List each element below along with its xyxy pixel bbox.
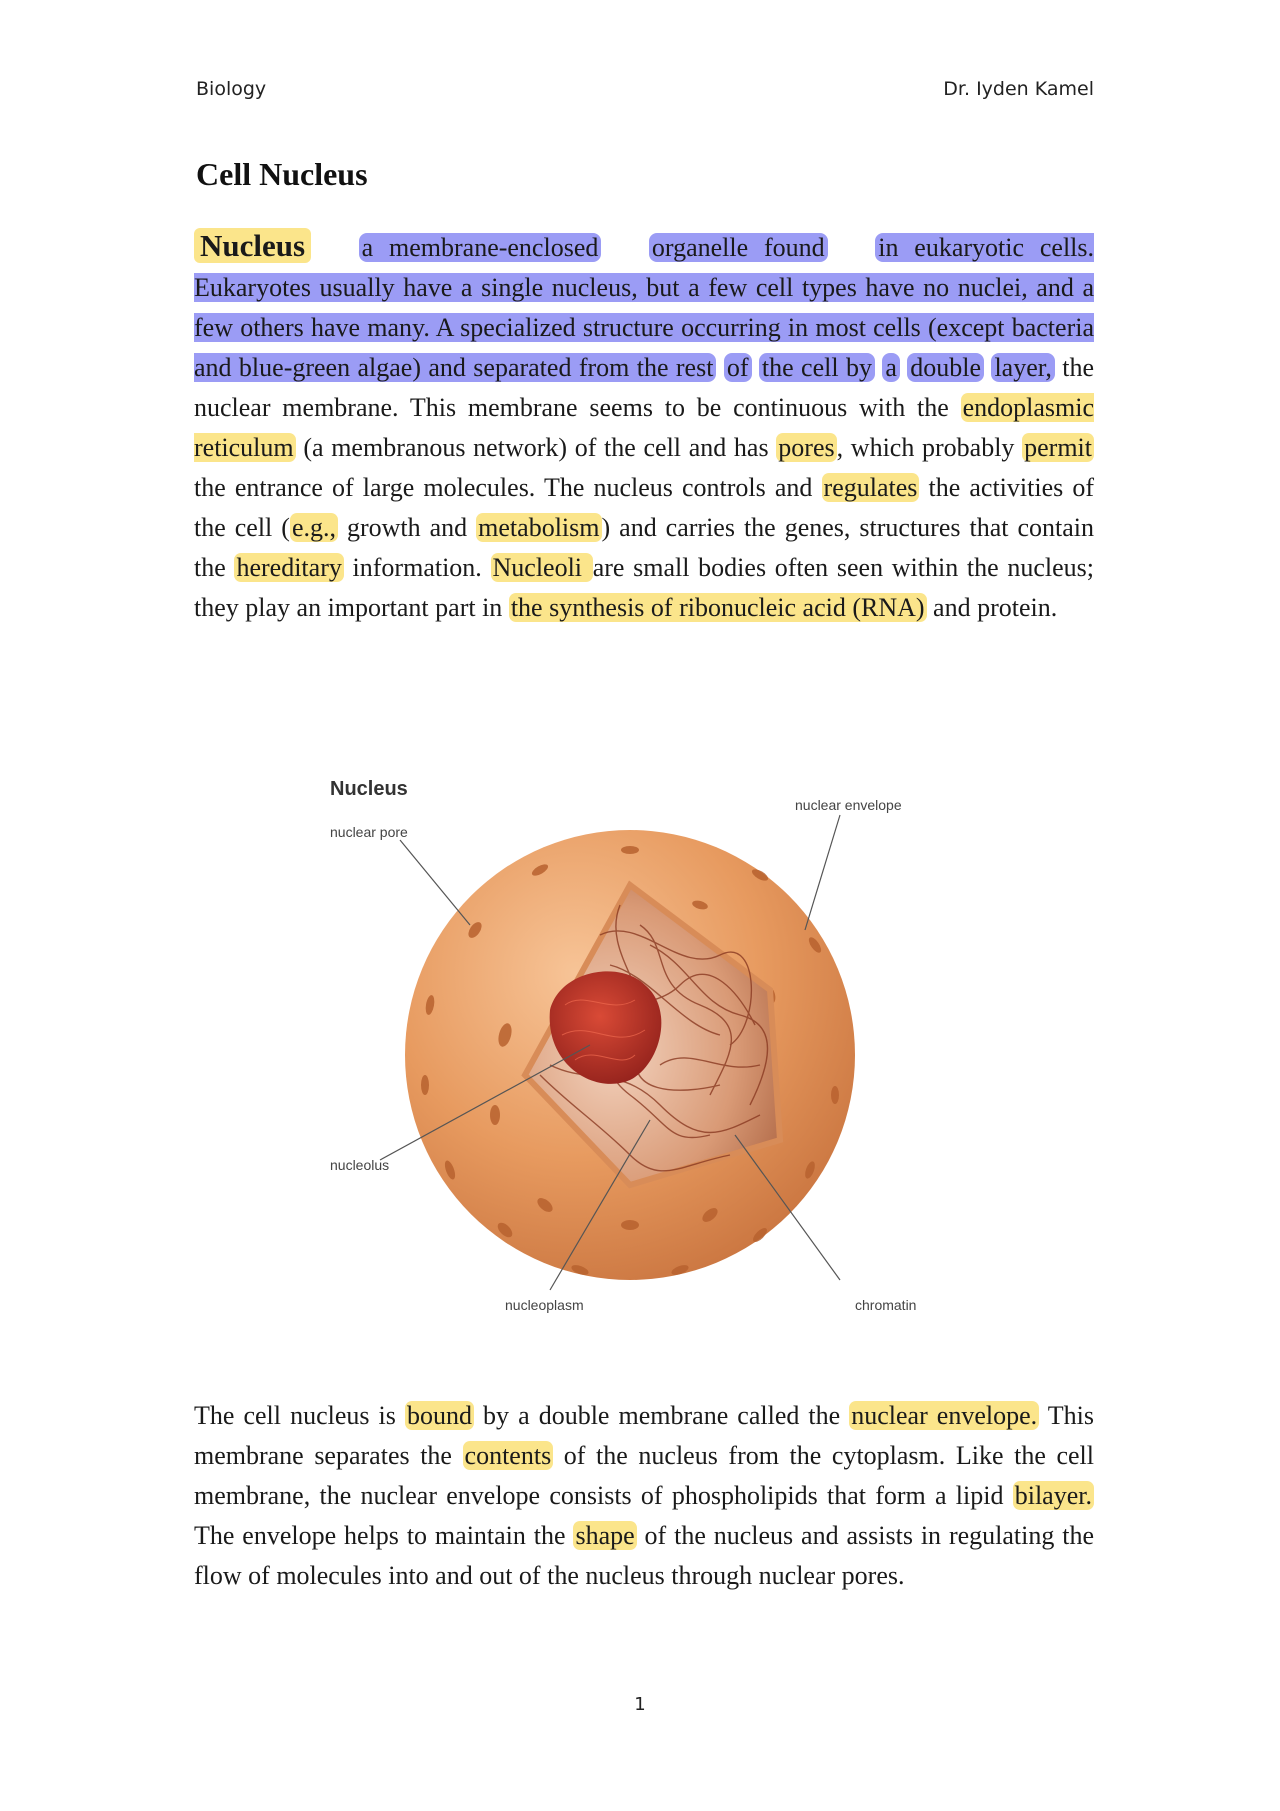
text: The cell nucleus is bbox=[194, 1401, 405, 1430]
label-chromatin: chromatin bbox=[855, 1297, 917, 1313]
highlight-yellow: Nucleoli bbox=[492, 553, 591, 582]
page-title: Cell Nucleus bbox=[196, 156, 368, 192]
figure-title: Nucleus bbox=[330, 778, 408, 800]
nucleus-diagram bbox=[300, 765, 960, 1325]
text: , which probably bbox=[836, 433, 1023, 462]
highlight-yellow: regulates bbox=[823, 473, 918, 502]
highlight-blue: the cell by bbox=[759, 353, 875, 382]
text: of the nucleus and assists in regulating the flow of molecules into and out of the nucleus through nuclear pores. bbox=[194, 1521, 1095, 1590]
highlight-yellow: pores bbox=[778, 433, 835, 462]
label-nucleoplasm: nucleoplasm bbox=[505, 1297, 584, 1313]
highlight-blue: of bbox=[724, 353, 752, 382]
text: by a double membrane called the bbox=[473, 1401, 850, 1430]
highlight-blue: layer, bbox=[991, 353, 1054, 382]
text: the entrance of large molecules. The nucleus controls and bbox=[194, 473, 822, 502]
highlight-blue: in eukaryotic cells. Eukaryotes usually have a single nucleus, but a few cell types have no nuclei, and a few others have many. A specialized structure occurring in most cells (except bacteria and blue-green algae) and separated from the rest bbox=[194, 233, 1095, 382]
page-header bbox=[196, 78, 1094, 106]
text: The envelope helps to maintain the bbox=[194, 1521, 574, 1550]
paragraph-intro bbox=[194, 226, 1094, 628]
highlight-yellow: contents bbox=[464, 1441, 552, 1470]
highlight-yellow: the synthesis of ribonucleic acid (RNA) bbox=[510, 593, 925, 622]
highlight-yellow: hereditary bbox=[236, 553, 342, 582]
highlight-blue: a membrane-enclosed bbox=[359, 233, 602, 262]
page-number: 1 bbox=[634, 1694, 646, 1715]
highlight-blue: organelle found bbox=[649, 233, 828, 262]
text: the nuclear membrane. This membrane seems to be continuous with the bbox=[194, 353, 1095, 422]
text: This membrane separates the bbox=[194, 1401, 1094, 1470]
leader-line-envelope bbox=[805, 815, 840, 930]
header-subject: Biology bbox=[196, 78, 267, 100]
text: the activities of the cell ( bbox=[194, 473, 1095, 542]
highlight-yellow: e.g., bbox=[291, 513, 336, 542]
highlight-yellow: bilayer. bbox=[1014, 1481, 1092, 1510]
highlight-blue: double bbox=[907, 353, 984, 382]
label-nucleolus: nucleolus bbox=[330, 1157, 390, 1173]
header-author: Dr. Iyden Kamel bbox=[943, 78, 1094, 100]
text: (a membranous network) of the cell and has bbox=[295, 433, 777, 462]
text: growth and bbox=[337, 513, 477, 542]
highlight-yellow: endoplasmic reticulum bbox=[194, 393, 1094, 462]
highlight-yellow: bound bbox=[406, 1401, 472, 1430]
highlight-yellow: metabolism bbox=[478, 513, 600, 542]
highlight-blue: a bbox=[882, 353, 900, 382]
text: and protein. bbox=[926, 593, 1058, 622]
text: are small bodies often seen within the nucleus; they play an important part in bbox=[194, 553, 1095, 622]
highlight-nucleus: Nucleus bbox=[194, 228, 311, 263]
label-nuclear-envelope: nuclear envelope bbox=[795, 797, 902, 813]
highlight-yellow: shape bbox=[575, 1521, 635, 1550]
label-nuclear-pore: nuclear pore bbox=[330, 824, 408, 840]
text: ) and carries the genes, structures that contain the bbox=[194, 513, 1094, 582]
highlight-yellow: nuclear envelope. bbox=[851, 1401, 1038, 1430]
text: information. bbox=[343, 553, 491, 582]
leader-line-pore bbox=[400, 840, 470, 925]
highlight-yellow: permit bbox=[1024, 433, 1092, 462]
text: of the nucleus from the cytoplasm. Like the cell membrane, the nuclear envelope consists of phospholipids that form a lipid bbox=[194, 1441, 1094, 1510]
paragraph-nuclear-envelope bbox=[194, 1396, 1094, 1596]
